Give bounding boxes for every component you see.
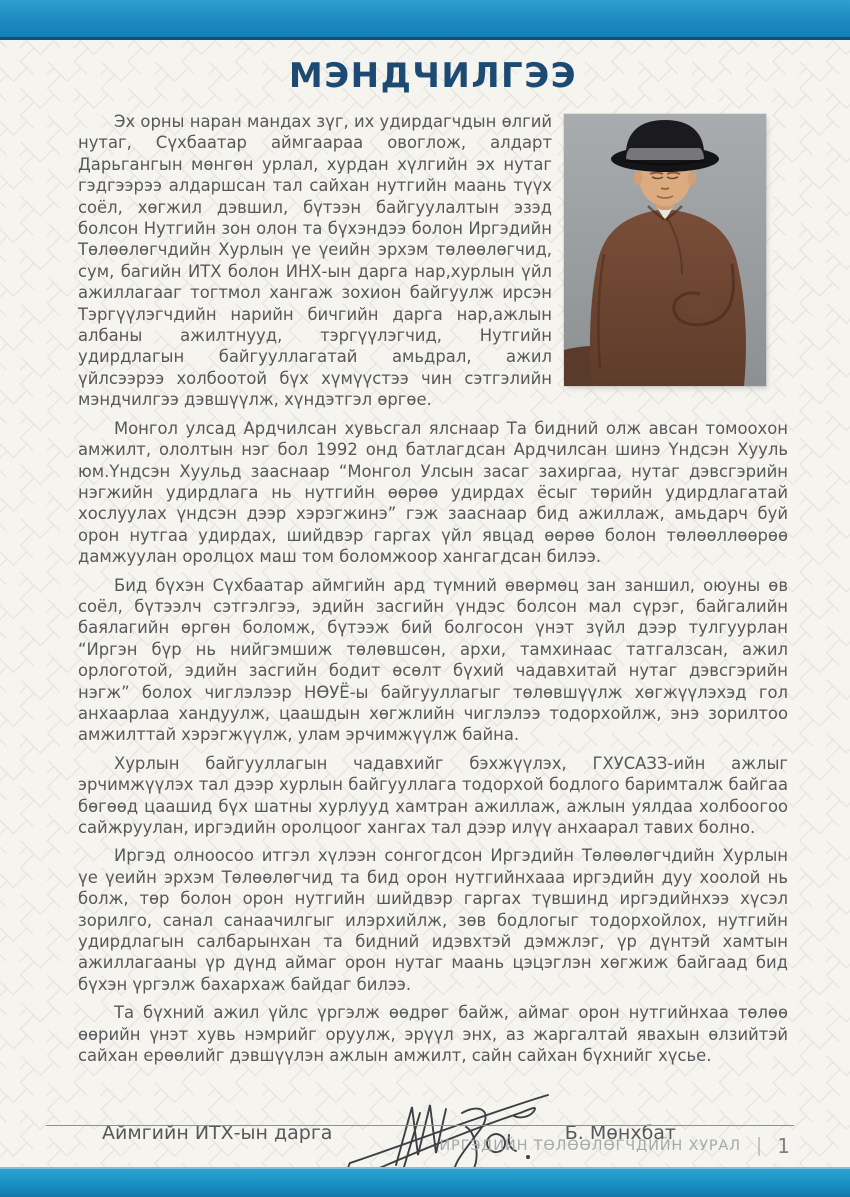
greeting-paragraph-2: Монгол улсад Ардчилсан хувьсгал ялснаар Та бидний олж авсан томоохон амжилт, ололтын нэг бол 1992 онд батлагдсан Ардчилсан шинэ Үндсэн Хууль юм.Үндсэн Хуульд зааснаар “Монгол Улсын засаг захиргаа, нутаг дэвсгэрийн нэгжийн удирдлага нь нутгийн өөрөө удирдах ёсыг төрийн удирдлагатай хослуулах үндсэн дээр хэрэгжинэ” гэж зааснаар бид ажиллаж, амьдарч буй орон нутгаа удирдах, шийдвэр гаргах үйл явцад өөрөө болон төлөөллөөрөө дамжуулан оролцох маш том боломжоор хангагдсан билээ. bbox=[78, 418, 788, 567]
signoff-name: Б. Мөнхбат bbox=[564, 1122, 676, 1145]
footer-separator: | bbox=[755, 1134, 763, 1156]
footer-divider bbox=[46, 1125, 794, 1126]
signoff-role: Аймгийн ИТХ-ын дарга bbox=[102, 1122, 333, 1145]
greeting-paragraph-4: Хурлын байгууллагын чадавхийг бэхжүүлэх, ГХУСАЗЗ-ийн ажлыг эрчимжүүлэх тал дээр хурлын байгууллага тодорхой бодлого баримталж байгаа бөгөөд цаашид бүх шатны хурлууд хамтран ажиллаж, ажлын уялдаа холбоогоо сайжруулан, иргэдийн оролцоог хангах тал дээр илүү анхаарал тавих болно. bbox=[78, 753, 788, 837]
portrait-photo-image bbox=[564, 114, 766, 386]
greeting-paragraph-5: Иргэд олноосоо итгэл хүлээн сонгогдсон Иргэдийн Төлөөлөгчдийн Хурлын үе үеийн эрхэм Төлөөлөгчид та бид орон нутгийнхааа иргэдийн дуу хоолой нь болж, төр болон орон нутгийн шийдвэр гаргах түвшинд иргэдийнхээ хүсэл зорилго, санал санаачилгыг илэрхийлж, зөв бодлогыг тодорхойлох, нутгийн удирдлагын салбарынхан та бидний идэвхтэй дэмжлэг, үр дүнтэй хамтын ажиллагааны үр дүнд аймаг орон нутаг маань цэцэглэн хөгжиж байгаад бид бүхэн үргэлж бахархаж байдаг билээ. bbox=[78, 846, 788, 994]
page-title: МЭНДЧИЛГЭЭ bbox=[288, 56, 578, 96]
greeting-paragraph-1: Эх орны наран мандах зүг, их удирдагчдын өлгий нутаг, Сүхбаатар аймгаараа овоглож, алдарт Дарьгангын мөнгөн урлал, хурдан хүлгийн эх нутаг гэдгээрээ алдаршсан тал сайхан нутгийн маань түүх соёл, хөгжил дэвшил, бүтээн байгуулалтын эзэд болсон Нутгийн зон олон та бүхэндээ болон Иргэдийн Төлөөлөгчдийн Хурлын үе үеийн эрхэм төлөөлөгчид, сум, багийн ИТХ болон ИНХ-ын дарга нар,хурлын үйл ажиллагааг тогтмол хангаж зохион байгуулж ирсэн Тэргүүлэгчдийн нарийн бичгийн дарга нар,ажлын албаны ажилтнууд, тэргүүлэгчид, Нутгийн удирдлагын байгууллагатай амьдрал, ажил үйлсээрээ холбоотой бүх хүмүүстээ чин сэтгэлийн мэндчилгээ дэвшүүлж, хүндэтгэл өргөе. bbox=[78, 112, 552, 410]
bottom-accent-bar bbox=[0, 1167, 850, 1197]
footer bbox=[439, 1134, 790, 1158]
greeting-paragraph-3: Бид бүхэн Сүхбаатар аймгийн ард түмний өвөрмөц зан заншил, оюуны өв соёл, бүтээлч сэтгэлгээ, эдийн засгийн үндэс болсон мал сүрэг, байгалийн баялагийн өргөн боломж, бүтээж бий болгосон үнэт зүйл дээр тулгуурлан “Иргэн бүр нь нийгэмшиж төлөвшсөн, архи, тамхинаас татгалзсан, ажил орлоготой, эдийн засгийн бодит өсөлт бүхий чадавхитай нутаг дэвсгэрийн нэгж” болох чиглэлээр НӨУЁ-ы байгууллагыг төлөвшүүлж хөгжүүлэхэд гол анхаарлаа хандуулж, цаашдын хөгжлийн чиглэлээ тодорхойлж, энэ зорилтоо амжилттай хэрэгжүүлж, улам эрчимжүүлж байна. bbox=[78, 575, 788, 745]
portrait-photo bbox=[564, 114, 766, 386]
letter-body bbox=[78, 111, 788, 1073]
page-number: 1 bbox=[777, 1134, 790, 1158]
greeting-paragraph-6: Та бүхний ажил үйлс үргэлж өөдрөг байж, аймаг орон нутгийнхаа төлөө өөрийн үнэт хувь нэмрийг оруулж, эрүүл энх, аз жаргалтай явахын өлзийтэй сайхан ерөөлийг дэвшүүлэн ажлын амжилт, сайн сайхан бүхнийг хүсье. bbox=[78, 1003, 788, 1066]
footer-org-label: ИРГЭДИЙН ТӨЛӨӨЛӨГЧДИЙН ХУРАЛ bbox=[439, 1138, 741, 1154]
top-accent-bar bbox=[0, 0, 850, 40]
